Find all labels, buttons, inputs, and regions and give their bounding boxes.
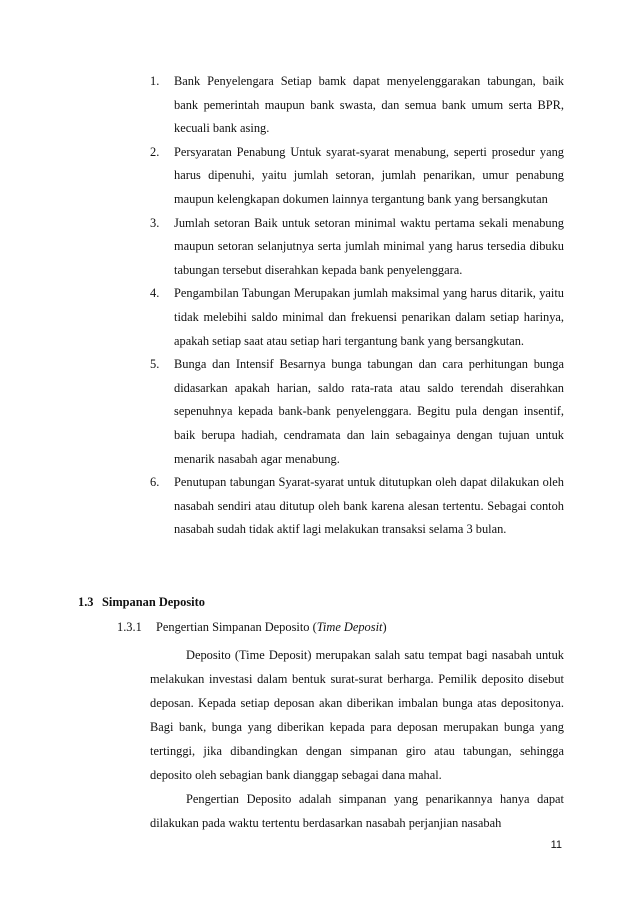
list-item (150, 471, 564, 542)
list-item-text: Jumlah setoran Baik untuk setoran minimal waktu pertama sekali menabung maupun setoran selanjutnya serta jumlah minimal yang harus tersedia dibuku tabungan tersebut diserahkan kepada bank penyelenggara. (174, 215, 564, 277)
list-item-text: Penutupan tabungan Syarat-syarat untuk ditutupkan oleh dapat dilakukan oleh nasabah sendiri atau ditutup oleh bank karena alesan tertentu. Sebagai contoh nasabah sudah tidak aktif lagi melakukan transaksi selama 3 bulan. (174, 475, 564, 537)
list-item-text: Pengambilan Tabungan Merupakan jumlah maksimal yang harus ditarik, yaitu tidak melebihi saldo minimal dan frekuensi penarikan dalam setiap harinya, apakah setiap saat atau setiap hari tergantung bank yang bersangkutan. (174, 286, 564, 348)
section-title: Simpanan Deposito (102, 595, 205, 609)
list-item-number: 5. (150, 357, 160, 372)
paragraph: Pengertian Deposito adalah simpanan yang penarikannya hanya dapat dilakukan pada waktu tertentu berdasarkan nasabah perjanjian nasabah (150, 792, 564, 830)
paragraph: Deposito (Time Deposit) merupakan salah satu tempat bagi nasabah untuk melakukan investasi dalam bentuk surat-surat berharga. Pemilik deposito disebut deposan. Kepada setiap deposan akan diberikan imbalan bunga atas depositonya. Bagi bank, bunga yang diberikan kepada para deposan merupakan bunga yang tertinggi, jika dibandingkan dengan simpanan giro atau tabungan, sehingga deposito oleh sebagian bank dianggap sebagai dana mahal. (150, 648, 564, 782)
subsection-title: Pengertian Simpanan Deposito ( (156, 620, 317, 634)
requirements-list (150, 70, 564, 542)
list-item-number: 3. (150, 215, 160, 230)
list-item-text: Bunga dan Intensif Besarnya bunga tabungan dan cara perhitungan bunga didasarkan apakah harian, saldo rata-rata atau saldo terendah diserahkan sepenuhnya kepada bank-bank penyelenggara. Begitu pula dengan insentif, baik berupa hadiah, cendramata dan lain sebagainya dengan tujuan untuk menarik nasabah agar menabung. (174, 357, 564, 466)
list-item-number: 6. (150, 475, 160, 490)
list-item-text: Bank Penyelengara Setiap bamk dapat menyelenggarakan tabungan, baik bank pemerintah maupun bank swasta, dan semua bank umum serta BPR, kecuali bank asing. (174, 74, 564, 136)
list-item-number: 1. (150, 74, 160, 88)
list-item-number: 4. (150, 286, 160, 301)
page-number: 11 (550, 839, 562, 851)
list-item (150, 141, 564, 212)
subsection-title-end: ) (382, 620, 387, 634)
body-text (150, 643, 564, 835)
subsection-number: 1.3.1 (117, 620, 142, 634)
list-item (150, 282, 564, 353)
subsection-title-italic: Time Deposit (316, 620, 383, 634)
list-item (150, 353, 564, 471)
list-item-number: 2. (150, 144, 160, 159)
section-number: 1.3 (78, 595, 94, 609)
list-item (150, 70, 564, 141)
list-item (150, 212, 564, 283)
subsection-heading (117, 617, 387, 637)
list-item-text: Persyaratan Penabung Untuk syarat-syarat menabung, seperti prosedur yang harus dipenuhi, yaitu jumlah setoran, jumlah penarikan, umur penabung maupun kelengkapan dokumen lainnya tergantung bank yang bersangkutan (174, 144, 564, 206)
section-heading (78, 592, 205, 612)
